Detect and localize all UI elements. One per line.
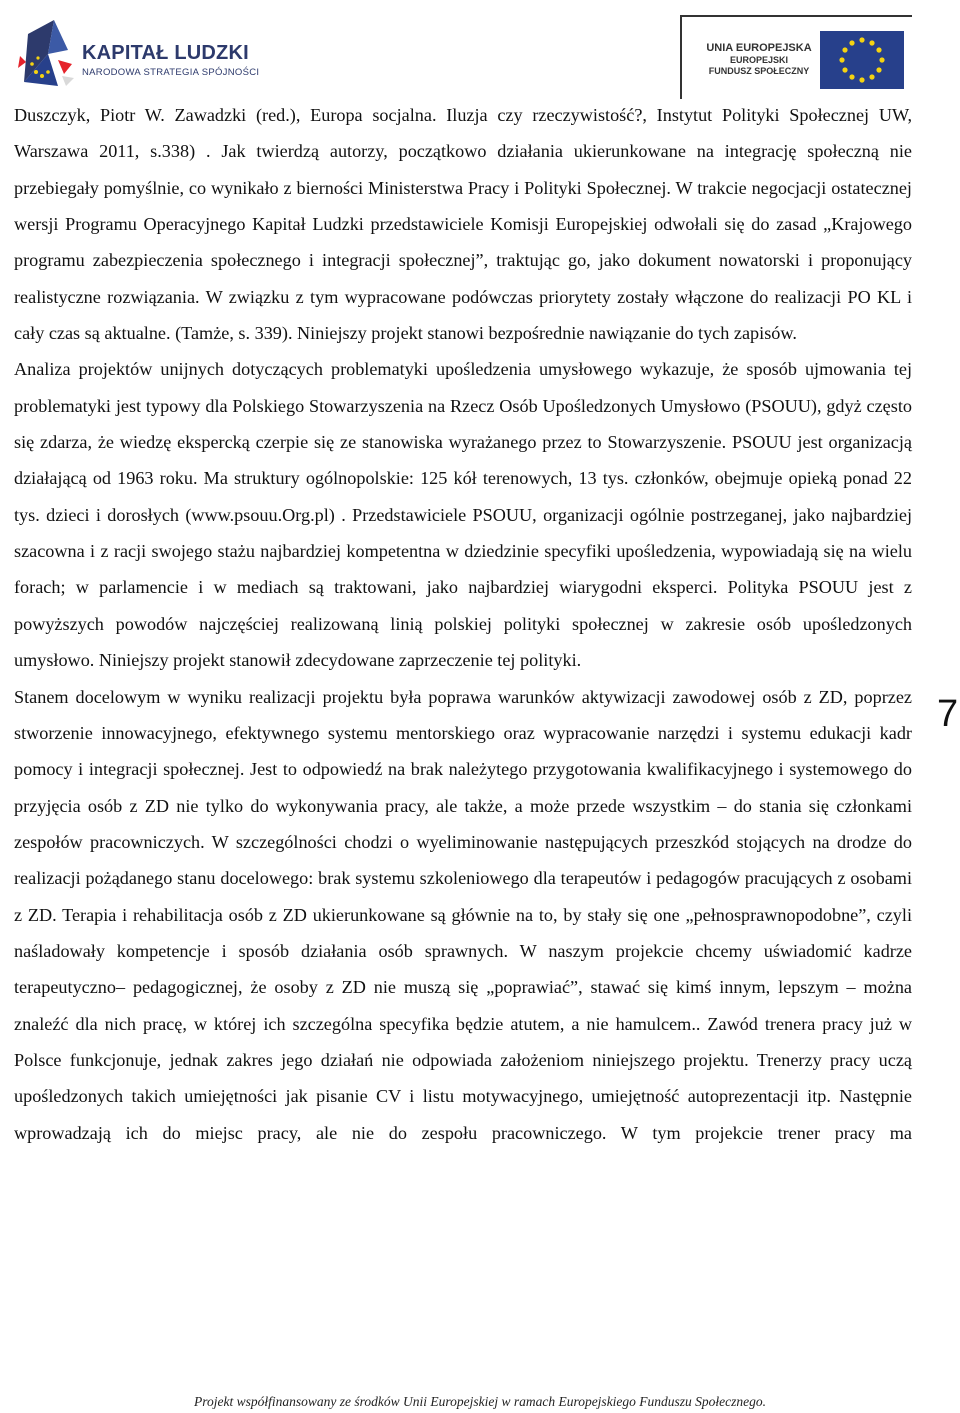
- footer-note: Projekt współfinansowany ze środków Unii Europejskiej w ramach Europejskiego Funduszu Społecznego.: [193, 1394, 767, 1409]
- eu-line-1: UNIA EUROPEJSKA: [706, 42, 812, 54]
- paragraph-2: Analiza projektów unijnych dotyczących problematyki upośledzenia umysłowego wykazuje, że sposób ujmowania tej problematyki jest typowy dla Polskiego Stowarzyszenia na Rzecz Osób Upośledzonych Umysłowo (PSOUU), gdyż często się zdarza, że wiedzę ekspercką czerpie się ze stanowiska wyrażanego przez to Stowarzyszenie. PSOUU jest organizacją działającą od 1963 roku. Ma struktury ogólnopolskie: 125 kół terenowych, 13 tys. członków, obejmuje opieką ponad 22 tys. dzieci i dorosłych (www.psouu.Org.pl) . Przedstawiciele PSOUU, organizacji ogólnie postrzeganej, jako najbardziej szacowna i z racji swojego stażu najbardziej kompetentna w dziedzinie specyfiki upośledzenia, wypowiadają się na wielu forach; w parlamencie i w mediach są traktowani, jako najbardziej wiarygodni eksperci. Polityka PSOUU jest z powyższych powodów najczęściej realizowaną linią polskiej polityki społecznej w zakresie osób upośledzonych umysłowo. Niniejszy projekt stanowił zdecydowane zaprzeczenie tej polityki.: [14, 359, 912, 671]
- eu-line-3: FUNDUSZ SPOŁECZNY: [708, 66, 810, 76]
- document-body: [14, 97, 912, 1151]
- paragraph-1: Duszczyk, Piotr W. Zawadzki (red.), Europa socjalna. Iluzja czy rzeczywistość?, Instytut Polityki Społecznej UW, Warszawa 2011, s.338) . Jak twierdzą autorzy, początkowo działania ukierunkowane na integrację społeczną nie przebiegały pomyślnie, co wynikało z bierności Ministerstwa Pracy i Polityki Społecznej. W trakcie negocjacji ostatecznej wersji Programu Operacyjnego Kapitał Ludzki przedstawiciele Komisji Europejskiej odwołali się do zasad „Krajowego programu zabezpieczenia społecznego i integracji społecznej”, traktując go, jako dokument nowatorski i proponujący realistyczne rozwiązania. W związku z tym wypracowane podówczas priorytety zostały włączone do realizacji PO KL i cały czas są aktualne. (Tamże, s. 339). Niniejszy projekt stanowi bezpośrednie nawiązanie do tych zapisów.: [14, 105, 912, 344]
- eu-flag-icon: [820, 31, 904, 89]
- page-number: 7: [937, 693, 959, 735]
- kapital-ludzki-logo: [18, 20, 268, 90]
- paragraph-3: Stanem docelowym w wyniku realizacji projektu była poprawa warunków aktywizacji zawodowej osób z ZD, poprzez stworzenie innowacyjnego, efektywnego systemu mentorskiego oraz wypracowanie narzędzi i systemu edukacji kadr pomocy i integracji społecznej. Jest to odpowiedź na brak należytego przygotowania kwalifikacyjnego i systemowego do przyjęcia osób z ZD nie tylko do wykonywania pracy, ale także, a może przede wszystkim – do stania się członkami zespołów pracowniczych. W szczególności chodzi o wyeliminowanie następujących przeszkód stojących na drodze do realizacji pożądanego stanu docelowego: brak systemu szkoleniowego dla terapeutów i pedagogów pracujących z osobami z ZD. Terapia i rehabilitacja osób z ZD ukierunkowane są głównie na to, by stały się one „pełnosprawnopodobne”, czyli naśladowały kompetencje i sposób działania osób sprawnych. W naszym projekcie chcemy uświadomić kadrze terapeutyczno– pedagogicznej, że osoby z ZD nie muszą się „poprawiać”, stawać się kimś innym, lepszym – można znaleźć dla nich pracę, w której ich szczególna specyfika będzie atutem, a nie hamulcem.. Zawód trenera pracy już w Polsce funkcjonuje, jednak zakres jego działań nie odpowiada założeniom niniejszego projektu. Trenerzy pracy uczą upośledzonych takich umiejętności jak pisanie CV i listu motywacyjnego, umiejętność autoprezentacji itp. Następnie wprowadzają ich do miejsc pracy, ale nie do zespołu pracowniczego. W tym projekcie trener pracy ma: [14, 686, 912, 1143]
- eu-logo: [680, 15, 912, 99]
- page-header: [0, 0, 960, 104]
- kapital-ludzki-title: KAPITAŁ LUDZKI: [82, 42, 249, 64]
- eu-logo-text: [700, 41, 818, 77]
- kapital-ludzki-subtitle: NARODOWA STRATEGIA SPÓJNOŚCI: [82, 67, 260, 78]
- kapital-ludzki-emblem-icon: [18, 20, 80, 90]
- eu-line-2: EUROPEJSKI: [729, 55, 789, 65]
